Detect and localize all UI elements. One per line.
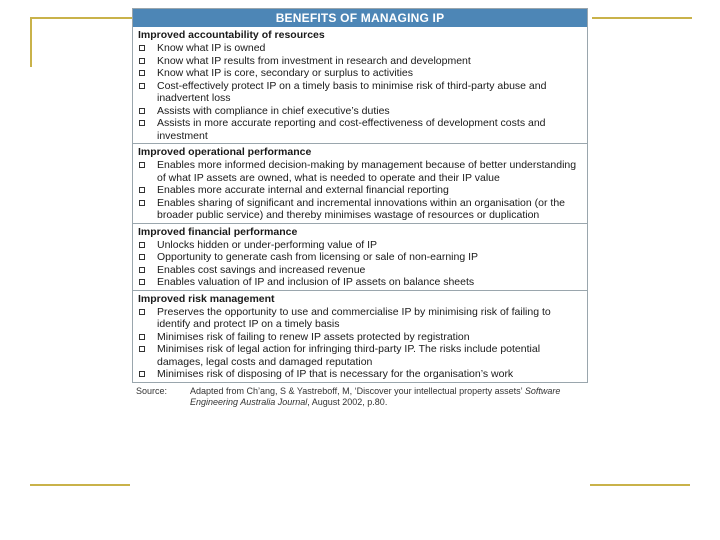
list-item-text: Cost-effectively protect IP on a timely basis to minimise risk of third-party abuse and inadvertent loss xyxy=(157,79,547,104)
list-item xyxy=(138,105,583,118)
checkbox-bullet-icon xyxy=(139,108,145,114)
list-item-text: Enables more accurate internal and external financial reporting xyxy=(157,184,449,196)
table-section xyxy=(133,223,587,290)
list-item xyxy=(138,306,583,331)
list-item-text: Assists with compliance in chief executive’s duties xyxy=(157,104,390,117)
list-item xyxy=(138,117,583,142)
list-item xyxy=(138,264,583,277)
benefits-figure xyxy=(132,8,588,408)
list-item xyxy=(138,67,583,80)
checkbox-bullet-icon xyxy=(139,279,145,285)
checkbox-bullet-icon xyxy=(139,187,145,193)
list-item-text: Enables cost savings and increased revenue xyxy=(157,263,366,276)
decorative-line-bottom-left xyxy=(30,484,130,486)
checkbox-bullet-icon xyxy=(139,346,145,352)
list-item-text: Minimises risk of legal action for infringing third-party IP. The risks include potential damages, legal costs and damaged reputation xyxy=(157,343,541,368)
checkbox-bullet-icon xyxy=(139,334,145,340)
checkbox-bullet-icon xyxy=(139,267,145,273)
list-item xyxy=(138,197,583,222)
checkbox-bullet-icon xyxy=(139,83,145,89)
list-item xyxy=(138,343,583,368)
list-item-text: Opportunity to generate cash from licensing or sale of non-earning IP xyxy=(157,251,479,263)
list-item-text: Know what IP is core, secondary or surplus to activities xyxy=(157,67,414,79)
source-label: Source: xyxy=(136,385,168,396)
source-journal: Software Engineering Australia Journal xyxy=(190,385,561,407)
list-item xyxy=(138,276,583,289)
list-item xyxy=(138,159,583,184)
checkbox-bullet-icon xyxy=(139,45,145,51)
table-section xyxy=(133,28,587,143)
list-item xyxy=(138,42,583,55)
list-item xyxy=(138,239,583,252)
list-item xyxy=(138,184,583,197)
source-text-after: , August 2002, p.80. xyxy=(307,396,388,407)
list-item-text: Assists in more accurate reporting and cost-effectiveness of development costs and investment xyxy=(157,117,546,142)
checkbox-bullet-icon xyxy=(139,242,145,248)
list-item xyxy=(138,80,583,105)
checkbox-bullet-icon xyxy=(139,162,145,168)
list-item-text: Minimises risk of failing to renew IP assets protected by registration xyxy=(157,330,470,343)
table-sections xyxy=(133,28,587,382)
source-citation xyxy=(190,386,588,408)
section-heading: Improved operational performance xyxy=(138,146,312,158)
source-note xyxy=(132,386,588,408)
list-item-text: Minimises risk of disposing of IP that is necessary for the organisation’s work xyxy=(157,368,514,380)
checkbox-bullet-icon xyxy=(139,371,145,377)
decorative-line-top-right xyxy=(592,17,692,19)
decorative-line-left-vertical xyxy=(30,17,32,67)
section-heading: Improved accountability of resources xyxy=(138,29,325,41)
list-item xyxy=(138,251,583,264)
list-item xyxy=(138,368,583,381)
list-item-text: Know what IP is owned xyxy=(157,42,266,54)
list-item-text: Enables more informed decision-making by management because of better understanding of what IP assets are owned, what is needed to operate and their IP value xyxy=(157,159,577,184)
list-item-text: Unlocks hidden or under-performing value of IP xyxy=(157,238,378,251)
section-heading: Improved risk management xyxy=(138,292,275,305)
list-item-text: Enables valuation of IP and inclusion of IP assets on balance sheets xyxy=(157,276,475,288)
section-heading: Improved financial performance xyxy=(138,225,298,238)
checkbox-bullet-icon xyxy=(139,200,145,206)
list-item-text: Preserves the opportunity to use and commercialise IP by minimising risk of failing to identify and protect IP on a timely basis xyxy=(157,305,551,330)
checkbox-bullet-icon xyxy=(139,120,145,126)
checkbox-bullet-icon xyxy=(139,58,145,64)
list-item xyxy=(138,55,583,68)
table-title: BENEFITS OF MANAGING IP xyxy=(133,9,587,27)
list-item xyxy=(138,331,583,344)
checkbox-bullet-icon xyxy=(139,70,145,76)
checkbox-bullet-icon xyxy=(139,254,145,260)
benefits-table xyxy=(132,8,588,383)
decorative-line-bottom-right xyxy=(590,484,690,486)
table-section xyxy=(133,290,587,382)
source-text-before: Adapted from Ch’ang, S & Yastreboff, M, ‘Discover your intellectual property assets’ xyxy=(190,385,523,396)
decorative-line-top-left xyxy=(30,17,140,19)
list-item-text: Know what IP results from investment in research and development xyxy=(157,54,471,67)
table-section xyxy=(133,143,587,223)
list-item-text: Enables sharing of significant and incremental innovations within an organisation (or the broader public service) and thereby minimises wastage of resources or duplication xyxy=(157,196,565,221)
checkbox-bullet-icon xyxy=(139,309,145,315)
